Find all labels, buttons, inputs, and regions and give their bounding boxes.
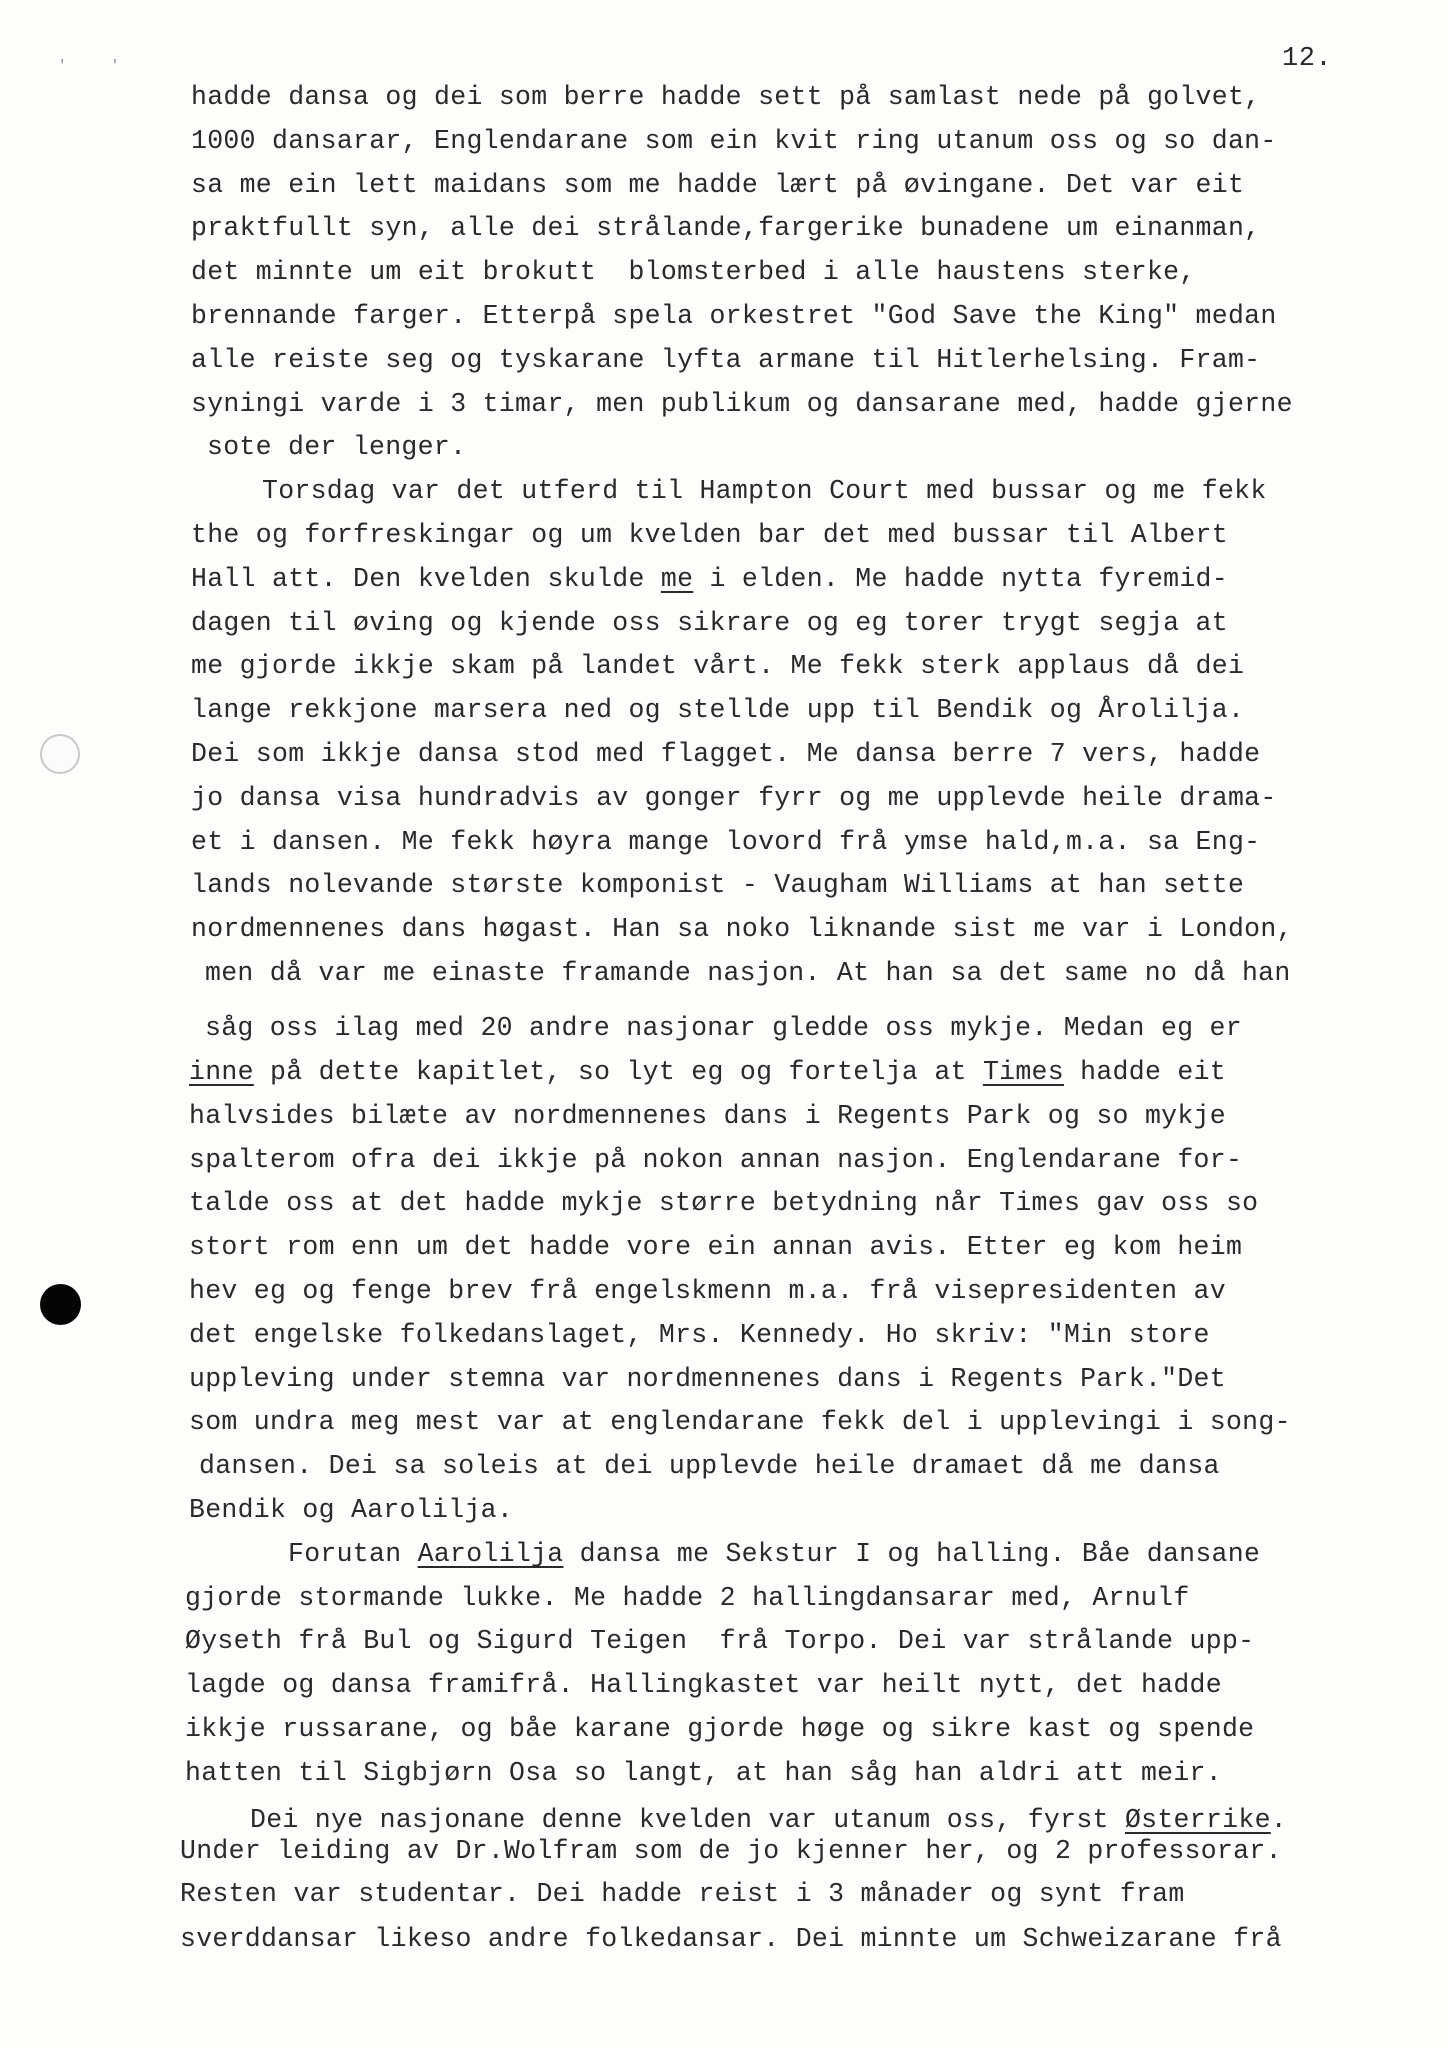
text-run: jo dansa visa hundradvis av gonger fyrr og me upplevde heile drama- xyxy=(191,783,1277,813)
text-run: hadde eit xyxy=(1063,1057,1226,1087)
text-run: lagde og dansa framifrå. Hallingkastet var heilt nytt, det hadde xyxy=(185,1670,1222,1700)
text-line xyxy=(191,168,1244,202)
punch-hole-filled xyxy=(40,1284,81,1325)
text-run: Bendik og Aarolilja. xyxy=(189,1495,514,1525)
text-run: Dei som ikkje dansa stod med flagget. Me dansa berre 7 vers, hadde xyxy=(191,739,1261,769)
text-run: såg oss ilag med 20 andre nasjonar gledde oss mykje. Medan eg er xyxy=(205,1013,1242,1043)
text-run: dansa me Sekstur I og halling. Båe dansane xyxy=(563,1539,1261,1569)
text-line xyxy=(180,1877,1185,1911)
text-run: the og forfreskingar og um kvelden bar det med bussar til Albert xyxy=(191,520,1228,550)
text-run: hatten til Sigbjørn Osa so langt, at han såg han aldri att meir. xyxy=(185,1758,1222,1788)
text-line xyxy=(189,1274,1226,1308)
text-run: Forutan xyxy=(288,1539,418,1569)
text-line xyxy=(191,868,1244,902)
text-line xyxy=(262,474,1267,508)
underlined-word: inne xyxy=(189,1057,254,1087)
text-line xyxy=(191,693,1244,727)
text-run: uppleving under stemna var nordmennenes dans i Regents Park."Det xyxy=(189,1364,1226,1394)
text-line xyxy=(205,956,1291,990)
text-run: dansen. Dei sa soleis at dei upplevde heile dramaet då me dansa xyxy=(199,1451,1220,1481)
underlined-word: Aarolilja xyxy=(417,1539,564,1569)
text-run: Dei nye nasjonane denne kvelden var utanum oss, fyrst xyxy=(250,1805,1125,1835)
text-line xyxy=(189,1186,1258,1220)
text-run: . xyxy=(1270,1805,1287,1835)
text-run: stort rom enn um det hadde vore ein annan avis. Etter eg kom heim xyxy=(189,1232,1243,1262)
underlined-word: Østerrike xyxy=(1124,1805,1271,1835)
text-line xyxy=(189,1493,513,1527)
text-line xyxy=(185,1712,1254,1746)
text-line xyxy=(189,1405,1291,1439)
text-line xyxy=(191,781,1277,815)
text-run: hadde dansa og dei som berre hadde sett på samlast nede på golvet, xyxy=(191,82,1261,112)
text-line xyxy=(199,1449,1220,1483)
text-run: ikkje russarane, og båe karane gjorde høge og sikre kast og spende xyxy=(185,1714,1255,1744)
text-line xyxy=(250,1803,1287,1837)
text-line xyxy=(288,1537,1260,1571)
text-run: spalterom ofra dei ikkje på nokon annan nasjon. Englendarane for- xyxy=(189,1145,1243,1175)
text-run: det engelske folkedanslaget, Mrs. Kennedy. Ho skriv: "Min store xyxy=(189,1320,1210,1350)
text-line xyxy=(189,1143,1242,1177)
text-run: dagen til øving og kjende oss sikrare og eg torer trygt segja at xyxy=(191,608,1228,638)
text-line xyxy=(191,255,1196,289)
text-line xyxy=(191,825,1260,859)
text-line xyxy=(189,1230,1242,1264)
text-run: i elden. Me hadde nytta fyremid- xyxy=(693,564,1228,594)
text-run: sverddansar likeso andre folkedansar. Dei minnte um Schweizarane frå xyxy=(180,1924,1282,1954)
text-run: brennande farger. Etterpå spela orkestret "God Save the King" medan xyxy=(191,301,1277,331)
text-line xyxy=(191,124,1277,158)
text-line xyxy=(185,1668,1222,1702)
text-line xyxy=(189,1099,1226,1133)
text-run: talde oss at det hadde mykje større betydning når Times gav oss so xyxy=(189,1188,1259,1218)
text-line xyxy=(191,80,1260,114)
text-run: Resten var studentar. Dei hadde reist i 3 månader og synt fram xyxy=(180,1879,1185,1909)
text-run: Under leiding av Dr.Wolfram som de jo kjenner her, og 2 professorar. xyxy=(180,1836,1282,1866)
text-line xyxy=(189,1362,1226,1396)
text-run: lands nolevande største komponist - Vaugham Williams at han sette xyxy=(191,870,1245,900)
text-run: halvsides bilæte av nordmennenes dans i Regents Park og so mykje xyxy=(189,1101,1226,1131)
text-line xyxy=(185,1624,1254,1658)
text-line xyxy=(191,343,1260,377)
text-line xyxy=(207,430,466,464)
text-run: hev eg og fenge brev frå engelskmenn m.a. frå visepresidenten av xyxy=(189,1276,1226,1306)
text-line xyxy=(205,1011,1242,1045)
text-line xyxy=(191,299,1277,333)
text-run: et i dansen. Me fekk høyra mange lovord frå ymse hald,m.a. sa Eng- xyxy=(191,827,1261,857)
margin-specks: ' ' xyxy=(58,58,138,74)
text-run: som undra meg mest var at englendarane fekk del i upplevingi i song- xyxy=(189,1407,1291,1437)
punch-hole-open xyxy=(40,734,80,774)
text-run: lange rekkjone marsera ned og stellde upp til Bendik og Årolilja. xyxy=(191,695,1245,725)
text-run: på dette kapitlet, so lyt eg og fortelja at xyxy=(253,1057,983,1087)
text-run: men då var me einaste framande nasjon. At han sa det same no då han xyxy=(205,958,1291,988)
text-run: Hall att. Den kvelden skulde xyxy=(191,564,661,594)
underlined-word: Times xyxy=(982,1057,1064,1087)
text-run: 1000 dansarar, Englendarane som ein kvit ring utanum oss og so dan- xyxy=(191,126,1277,156)
text-line xyxy=(191,606,1228,640)
text-line xyxy=(189,1318,1210,1352)
page-number: 12. xyxy=(1282,44,1333,74)
text-line xyxy=(185,1756,1222,1790)
text-line xyxy=(191,518,1228,552)
text-run: Øyseth frå Bul og Sigurd Teigen frå Torpo. Dei var strålande upp- xyxy=(185,1626,1255,1656)
text-run: alle reiste seg og tyskarane lyfta armane til Hitlerhelsing. Fram- xyxy=(191,345,1261,375)
text-line xyxy=(185,1581,1190,1615)
text-line xyxy=(191,211,1260,245)
text-line xyxy=(191,387,1293,421)
text-line xyxy=(191,649,1244,683)
text-run: nordmennenes dans høgast. Han sa noko liknande sist me var i London, xyxy=(191,914,1293,944)
text-run: sote der lenger. xyxy=(207,432,467,462)
text-run: me gjorde ikkje skam på landet vårt. Me fekk sterk applaus då dei xyxy=(191,651,1245,681)
underlined-word: me xyxy=(660,564,694,594)
text-run: syningi varde i 3 timar, men publikum og dansarane med, hadde gjerne xyxy=(191,389,1293,419)
text-run: det minnte um eit brokutt blomsterbed i alle haustens sterke, xyxy=(191,257,1196,287)
text-line xyxy=(191,912,1293,946)
text-line xyxy=(191,562,1228,596)
text-line xyxy=(180,1834,1282,1868)
text-run: gjorde stormande lukke. Me hadde 2 hallingdansarar med, Arnulf xyxy=(185,1583,1190,1613)
text-run: Torsdag var det utferd til Hampton Court med bussar og me fekk xyxy=(262,476,1267,506)
text-line xyxy=(189,1055,1226,1089)
text-line xyxy=(180,1922,1282,1956)
text-line xyxy=(191,737,1260,771)
text-run: praktfullt syn, alle dei strålande,fargerike bunadene um einanman, xyxy=(191,213,1261,243)
text-run: sa me ein lett maidans som me hadde lært på øvingane. Det var eit xyxy=(191,170,1245,200)
